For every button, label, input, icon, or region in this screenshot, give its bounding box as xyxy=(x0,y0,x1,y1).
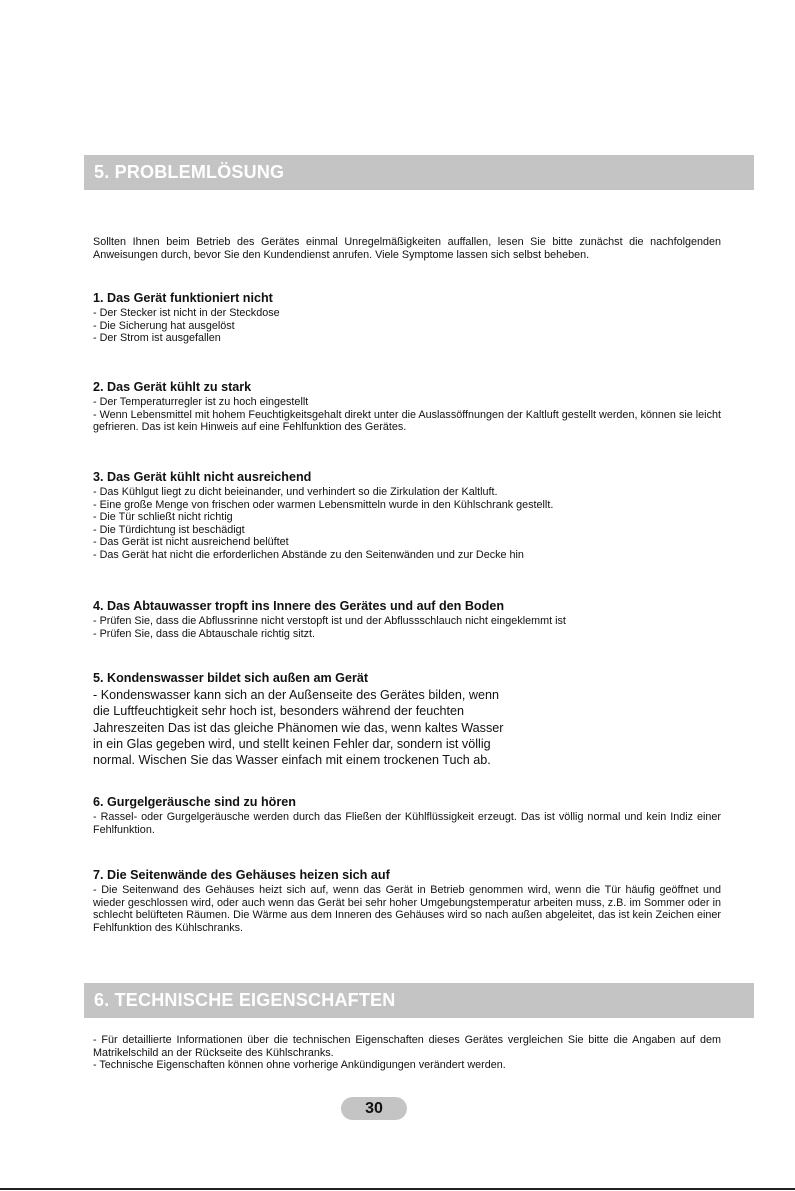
list-item: - Das Gerät ist nicht ausreichend belüftet xyxy=(93,536,289,549)
problem-6 xyxy=(93,795,721,836)
problem-list xyxy=(93,687,721,768)
problem-4 xyxy=(93,599,721,640)
page-bottom-rule xyxy=(0,1188,795,1190)
list-item: - Der Stecker ist nicht in der Steckdose xyxy=(93,307,280,319)
list-item: - Der Temperaturregler ist zu hoch eingestellt xyxy=(93,396,309,408)
problem-heading: 6. Gurgelgeräusche sind zu hören xyxy=(93,795,296,809)
list-item: normal. Wischen Sie das Wasser einfach mit einem trockenen Tuch ab. xyxy=(93,753,491,768)
problem-list xyxy=(93,884,721,934)
problem-2 xyxy=(93,380,721,434)
list-item: - Die Türdichtung ist beschädigt xyxy=(93,523,245,536)
problem-heading: 2. Das Gerät kühlt zu stark xyxy=(93,380,252,394)
list-item: - Die Tür schließt nicht richtig xyxy=(93,511,233,524)
problem-5 xyxy=(93,671,721,768)
list-item: - Technische Eigenschaften können ohne vorherige Ankündigungen verändert werden. xyxy=(93,1059,506,1072)
list-item: - Die Seitenwand des Gehäuses heizt sich auf, wenn das Gerät in Betrieb genommen wird, wenn die Tür häufig geöffnet und wieder geschlossen wird, oder auch wenn das Gerät bei sehr hoher Umgebungstemperatur arbeiten muss, z.B. im Sommer oder in schlecht belüfteten Räumen. Die Wärme aus dem Inneren des Gehäuses wird so nach außen abgeleitet, das ist kein Zeichen einer Fehlfunktion des Kühlschranks. xyxy=(93,884,721,934)
section-header-problemloesung: 5. PROBLEMLÖSUNG xyxy=(84,155,754,190)
problem-heading: 4. Das Abtauwasser tropft ins Innere des Gerätes und auf den Boden xyxy=(93,599,505,613)
list-item: - Für detaillierte Informationen über die technischen Eigenschaften dieses Gerätes vergleichen Sie bitte die Angaben auf dem Matrikelschild an der Rückseite des Kühlschranks. xyxy=(93,1034,721,1059)
problem-list xyxy=(93,486,721,562)
list-item: - Prüfen Sie, dass die Abtauschale richtig sitzt. xyxy=(93,627,316,640)
intro-text: Sollten Ihnen beim Betrieb des Gerätes einmal Unregelmäßigkeiten auffallen, lesen Sie bitte zunächst die nachfolgenden Anweisungen durch, bevor Sie den Kundendienst anrufen. Viele Symptome lassen sich selbst beheben. xyxy=(93,236,721,262)
list-item: - Der Strom ist ausgefallen xyxy=(93,332,221,345)
list-item: - Die Sicherung hat ausgelöst xyxy=(93,319,235,332)
list-item: - Kondenswasser kann sich an der Außenseite des Gerätes bilden, wenn xyxy=(93,688,500,702)
list-item: - Rassel- oder Gurgelgeräusche werden durch das Fließen der Kühlflüssigkeit erzeugt. Das ist völlig normal und kein Indiz einer Fehlfunktion. xyxy=(93,811,721,836)
problem-7 xyxy=(93,868,721,934)
list-item: - Das Kühlgut liegt zu dicht beieinander, und verhindert so die Zirkulation der Kaltluft. xyxy=(93,486,498,498)
problem-heading: 1. Das Gerät funktioniert nicht xyxy=(93,291,273,305)
list-item: - Das Gerät hat nicht die erforderlichen Abstände zu den Seitenwänden und zur Decke hin xyxy=(93,548,524,561)
section-header-technische-eigenschaften: 6. TECHNISCHE EIGENSCHAFTEN xyxy=(84,983,754,1018)
problem-list xyxy=(93,615,721,640)
technical-specs xyxy=(93,1034,721,1072)
problem-heading: 3. Das Gerät kühlt nicht ausreichend xyxy=(93,470,312,484)
list-item: die Luftfeuchtigkeit sehr hoch ist, besonders während der feuchten xyxy=(93,704,465,719)
list-item: in ein Glas gegeben wird, und stellt keinen Fehler dar, sondern ist völlig xyxy=(93,736,491,751)
problem-heading: 5. Kondenswasser bildet sich außen am Gerät xyxy=(93,671,369,685)
page-number: 30 xyxy=(341,1097,407,1120)
intro-paragraph xyxy=(93,236,721,263)
problem-list xyxy=(93,396,721,434)
problem-list xyxy=(93,307,721,345)
list-item: - Eine große Menge von frischen oder warmen Lebensmitteln wurde in den Kühlschrank gestellt. xyxy=(93,498,554,511)
list-item: - Prüfen Sie, dass die Abflussrinne nicht verstopft ist und der Abflussschlauch nicht eingeklemmt ist xyxy=(93,615,566,627)
problem-3 xyxy=(93,470,721,562)
specs-list xyxy=(93,1034,721,1072)
list-item: - Wenn Lebensmittel mit hohem Feuchtigkeitsgehalt direkt unter die Auslassöffnungen der Kaltluft gestellt werden, können sie leicht gefrieren. Das ist kein Hinweis auf eine Fehlfunktion des Gerätes. xyxy=(93,408,721,434)
problem-1 xyxy=(93,291,721,345)
problem-list xyxy=(93,811,721,836)
list-item: Jahreszeiten Das ist das gleiche Phänomen wie das, wenn kaltes Wasser xyxy=(93,720,504,735)
problem-heading: 7. Die Seitenwände des Gehäuses heizen sich auf xyxy=(93,868,390,882)
